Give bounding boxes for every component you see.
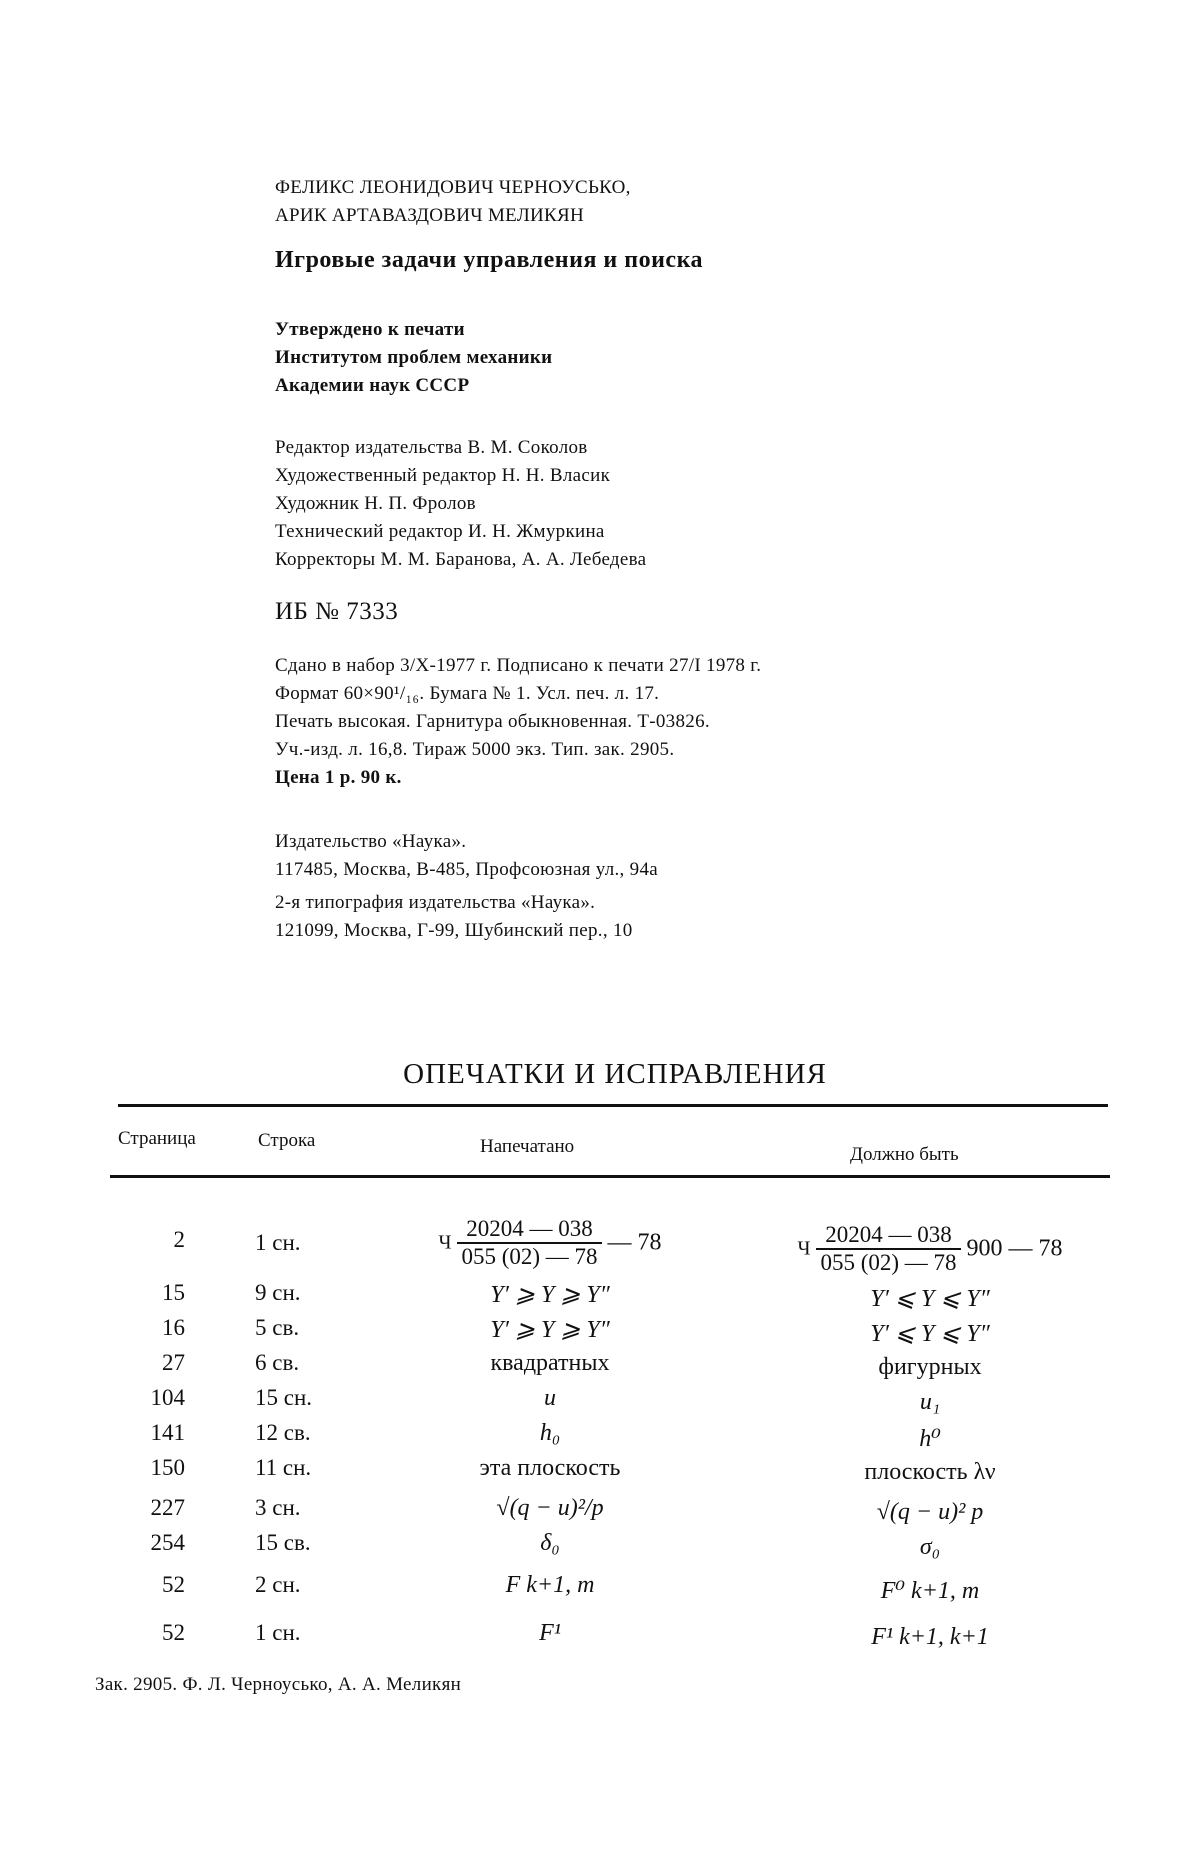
cell-line: 1 сн.: [255, 1230, 301, 1255]
table-row: [0, 1420, 1200, 1450]
cell-page: 15: [162, 1280, 185, 1305]
fraction-numerator: 20204 — 038: [466, 1216, 593, 1241]
approval-line: Утверждено к печати: [275, 319, 465, 340]
table-row: [0, 1620, 1200, 1650]
order-footer: Зак. 2905. Ф. Л. Черноусько, А. А. Меликян: [95, 1674, 462, 1695]
cell-page: 52: [162, 1572, 185, 1597]
publisher-line: 117485, Москва, В-485, Профсоюзная ул., 94а: [275, 859, 658, 880]
printer-line: 121099, Москва, Г-99, Шубинский пер., 10: [275, 920, 633, 941]
cell-correct: плоскость λν: [864, 1459, 996, 1485]
cell-printed: F k+1, m: [505, 1572, 595, 1598]
editor-line: Технический редактор И. Н. Жмуркина: [275, 521, 605, 542]
table-row: [0, 1495, 1200, 1525]
approval-line: Институтом проблем механики: [275, 347, 553, 368]
table-row: [0, 1455, 1200, 1485]
column-header-printed: Напечатано: [480, 1136, 575, 1157]
cell-page: 52: [162, 1620, 185, 1645]
table-top-rule: [118, 1104, 1108, 1107]
printer-block: [275, 889, 633, 945]
table-row: [0, 1280, 1200, 1310]
code-fraction: [457, 1216, 601, 1270]
errata-heading: ОПЕЧАТКИ И ИСПРАВЛЕНИЯ: [403, 1058, 827, 1090]
table-row: [0, 1385, 1200, 1415]
code-suffix: — 78: [607, 1229, 662, 1256]
cell-page: 27: [162, 1350, 185, 1375]
fraction-denominator: 055 (02) — 78: [816, 1248, 960, 1276]
code-prefix: Ч: [438, 1231, 452, 1254]
print-detail-line: Печать высокая. Гарнитура обыкновенная. Т-03826.: [275, 711, 710, 732]
cell-correct: F¹ k+1, k+1: [871, 1624, 989, 1650]
cell-line: 5 св.: [255, 1315, 300, 1340]
approval-block: [275, 316, 552, 400]
author-line: АРИК АРТАВАЗДОВИЧ МЕЛИКЯН: [275, 205, 585, 226]
publisher-line: Издательство «Наука».: [275, 831, 467, 852]
editors-block: [275, 434, 646, 574]
printer-line: 2-я типография издательства «Наука».: [275, 892, 596, 913]
code-prefix: Ч: [797, 1237, 811, 1260]
cell-correct: u₁: [919, 1389, 941, 1415]
print-detail-line: Уч.-изд. л. 16,8. Тираж 5000 экз. Тип. зак. 2905.: [275, 739, 675, 760]
cell-line: 15 сн.: [255, 1385, 313, 1410]
cell-line: 6 св.: [255, 1350, 300, 1375]
print-detail-line: Сдано в набор 3/X-1977 г. Подписано к печати 27/I 1978 г.: [275, 655, 762, 676]
cell-printed: δ₀: [540, 1530, 560, 1556]
cell-correct: √(q − u)² p: [876, 1499, 984, 1525]
cell-page: 16: [162, 1315, 185, 1340]
cell-page: 254: [150, 1530, 185, 1555]
cell-printed: Y′ ⩾ Y ⩾ Y″: [490, 1317, 610, 1343]
cell-page: 150: [150, 1455, 185, 1480]
cell-line: 15 св.: [255, 1530, 311, 1555]
ib-number: ИБ № 7333: [275, 598, 399, 625]
cell-correct: фигурных: [878, 1354, 982, 1380]
cell-printed: квадратных: [490, 1350, 610, 1376]
print-detail-line: Формат 60×90¹/₁₆. Бумага № 1. Усл. печ. л. 17.: [275, 683, 660, 704]
table-row: [0, 1530, 1200, 1560]
author-line: ФЕЛИКС ЛЕОНИДОВИЧ ЧЕРНОУСЬКО,: [275, 177, 631, 198]
cell-printed: h₀: [539, 1420, 561, 1446]
table-header-rule: [110, 1175, 1110, 1178]
editor-line: Художник Н. П. Фролов: [275, 493, 476, 514]
editor-line: Художественный редактор Н. Н. Власик: [275, 465, 611, 486]
cell-printed: Y′ ⩾ Y ⩾ Y″: [490, 1282, 610, 1308]
print-details-block: [275, 652, 761, 792]
code-fraction: [816, 1222, 960, 1276]
fraction-numerator: 20204 — 038: [825, 1222, 952, 1247]
cell-page: 227: [150, 1495, 185, 1520]
table-row: [0, 1572, 1200, 1602]
column-header-correct: Должно быть: [850, 1144, 959, 1165]
cell-line: 2 сн.: [255, 1572, 301, 1597]
column-header-page: Страница: [118, 1128, 196, 1149]
cell-page: 104: [150, 1385, 185, 1410]
cell-line: 1 сн.: [255, 1620, 301, 1645]
cell-correct: σ₀: [919, 1534, 941, 1560]
cell-printed: F¹: [539, 1620, 561, 1646]
cell-page: 141: [150, 1420, 185, 1445]
cell-correct: F⁰ k+1, m: [880, 1578, 980, 1604]
column-header-line: Строка: [258, 1130, 316, 1151]
editor-line: Редактор издательства В. М. Соколов: [275, 437, 588, 458]
cell-correct: h⁰: [919, 1426, 941, 1452]
table-row: [0, 1315, 1200, 1345]
cell-correct: Y′ ⩽ Y ⩽ Y″: [870, 1286, 990, 1312]
fraction-denominator: 055 (02) — 78: [457, 1242, 601, 1270]
cell-printed: [380, 1216, 720, 1270]
book-title: Игровые задачи управления и поиска: [275, 247, 704, 273]
publisher-block: [275, 828, 658, 884]
cell-page: 2: [173, 1227, 185, 1252]
cell-correct: Y′ ⩽ Y ⩽ Y″: [870, 1321, 990, 1347]
table-row: [0, 1216, 1200, 1282]
cell-line: 9 сн.: [255, 1280, 301, 1305]
cell-correct: [730, 1222, 1130, 1276]
cell-printed: эта плоскость: [479, 1455, 621, 1481]
print-detail-line: Цена 1 р. 90 к.: [275, 767, 402, 788]
cell-line: 11 сн.: [255, 1455, 312, 1480]
code-suffix: 900 — 78: [966, 1235, 1063, 1262]
authors-block: [275, 174, 631, 230]
cell-printed: √(q − u)²/p: [496, 1495, 604, 1521]
table-row: [0, 1350, 1200, 1380]
cell-line: 3 сн.: [255, 1495, 301, 1520]
editor-line: Корректоры М. М. Баранова, А. А. Лебедева: [275, 549, 647, 570]
approval-line: Академии наук СССР: [275, 375, 470, 396]
cell-line: 12 св.: [255, 1420, 311, 1445]
cell-printed: u: [544, 1385, 556, 1411]
